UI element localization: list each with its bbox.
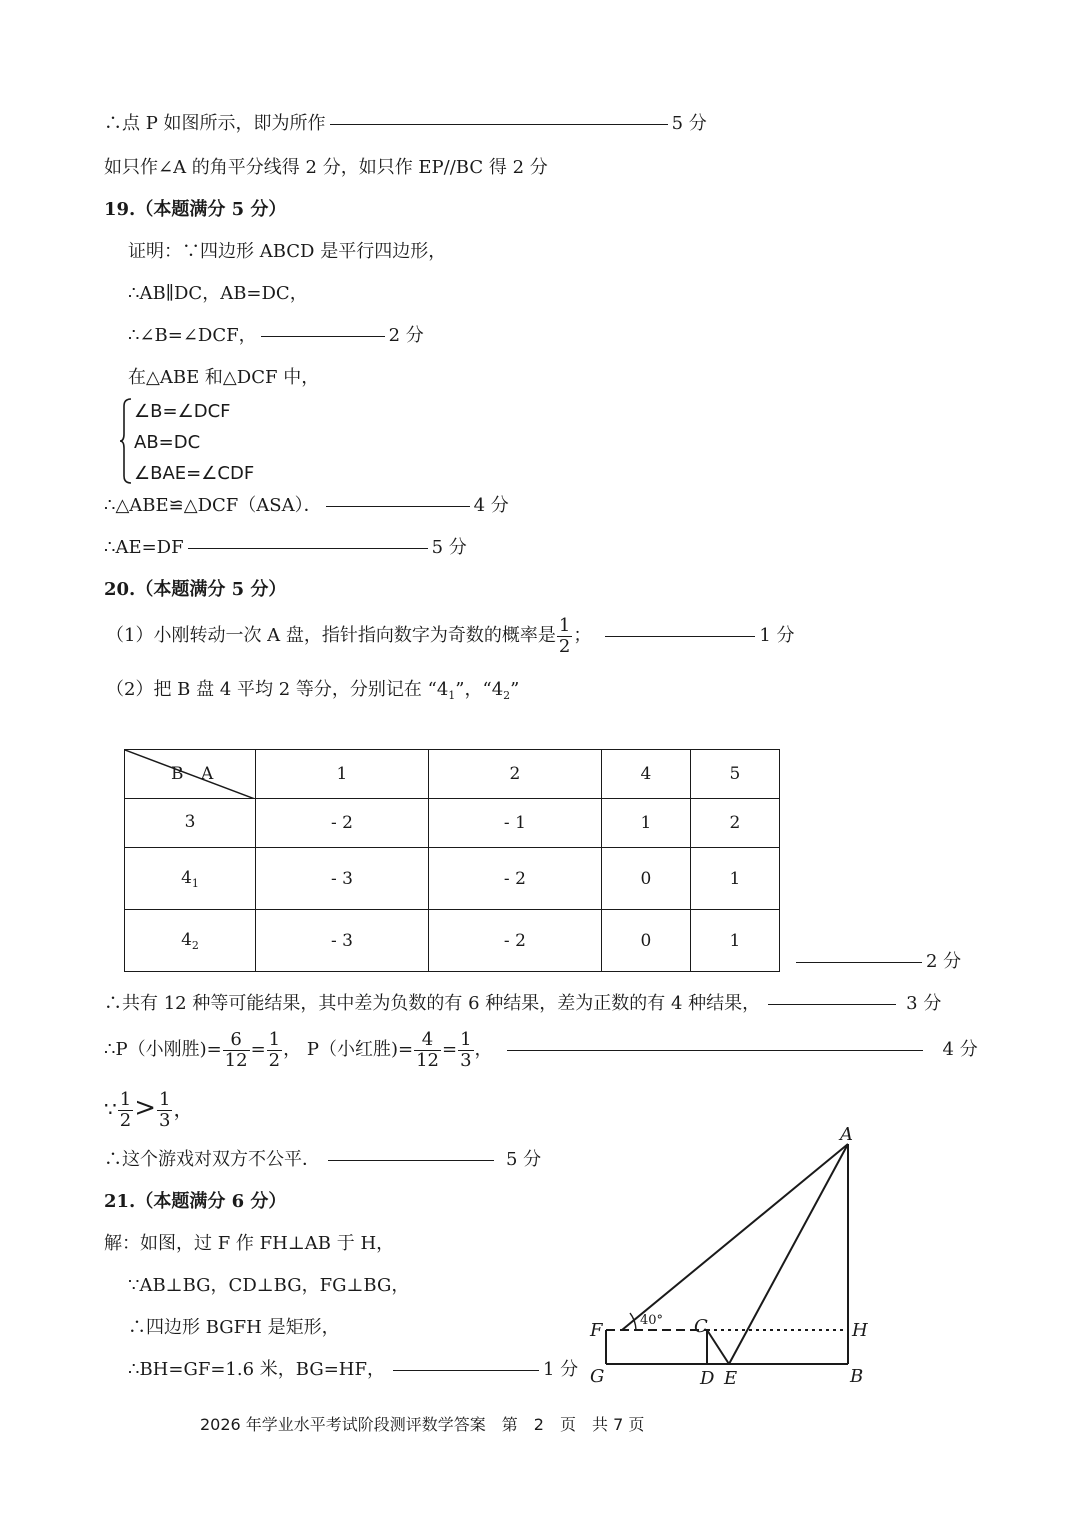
fraction: $\frac{4}{12}$ xyxy=(416,1028,439,1071)
corner-label-b: B xyxy=(171,764,184,784)
q19-proof-line-3: ∴∠B=∠DCF， 2 分 xyxy=(128,325,424,346)
q19-proof-line-4: 在△ABE 和△DCF 中， xyxy=(128,367,320,388)
segment-ae xyxy=(729,1144,848,1364)
diagonal-line xyxy=(125,750,255,799)
point-label-c: C xyxy=(694,1316,708,1337)
point-label-h: H xyxy=(852,1320,868,1341)
point-label-d: D xyxy=(700,1368,715,1389)
table-cell: - 2 xyxy=(428,848,601,910)
q19-proof-line-2: ∴AB∥DC，AB=DC， xyxy=(128,283,308,304)
q20-count-line: ∴共有 12 种等可能结果，其中差为负数的有 6 种结果，差为正数的有 4 种结果， 3 分 xyxy=(104,993,942,1014)
table-cell: 0 xyxy=(601,848,690,910)
segment-ce xyxy=(707,1330,729,1364)
table-header-cell: 4 xyxy=(601,750,690,799)
point-label-g: G xyxy=(590,1366,605,1387)
row-label: 3 xyxy=(125,799,256,848)
table-cell: 0 xyxy=(601,910,690,972)
q20-conclusion-line: ∴这个游戏对双方不公平． 5 分 xyxy=(104,1149,542,1170)
point-label-e: E xyxy=(724,1368,738,1389)
page-footer: 2026 年学业水平考试阶段测评数学答案 第 2 页 共 7 页 xyxy=(200,1415,645,1434)
table-header-cell: 2 xyxy=(428,750,601,799)
score-leader-line xyxy=(507,1050,923,1051)
outcome-table xyxy=(124,749,780,972)
table-cell: - 3 xyxy=(256,910,429,972)
fraction: $\frac{1}{3}$ xyxy=(460,1028,472,1071)
point-label-f: F xyxy=(590,1320,603,1341)
brace-condition-1: ∠B=∠DCF xyxy=(134,401,231,422)
brace-condition-2: AB=DC xyxy=(134,432,201,453)
table-row xyxy=(125,910,780,972)
score-leader-line xyxy=(330,124,668,125)
score-leader-line xyxy=(328,1160,494,1161)
score-leader-line xyxy=(188,548,428,549)
table-corner-cell xyxy=(125,750,256,799)
score-leader-line xyxy=(261,336,385,337)
q21-solution-line-3: ∴四边形 BGFH 是矩形， xyxy=(128,1317,340,1338)
q21-solution-line-2: ∵AB⊥BG，CD⊥BG，FG⊥BG， xyxy=(128,1275,410,1296)
brace-condition-3: ∠BAE=∠CDF xyxy=(134,463,255,484)
q21-solution-line-4: ∴BH=GF=1.6 米，BG=HF， 1 分 xyxy=(128,1359,579,1380)
table-cell: - 3 xyxy=(256,848,429,910)
score-leader-line xyxy=(768,1004,896,1005)
table-header-row xyxy=(125,750,780,799)
q20-part-1: （1）小刚转动一次 A 盘，指针指向数字为奇数的概率是 $\frac{1}{2}$ ； 1 分 xyxy=(106,614,795,657)
point-label-a: A xyxy=(840,1124,853,1145)
q19-conclusion-line: ∴AE=DF 5 分 xyxy=(104,537,467,558)
q20-header: 20.（本题满分 5 分） xyxy=(104,579,287,600)
q20-part-2: （2）把 B 盘 4 平均 2 等分，分别记在 “$4_1$”，“$4_2$” xyxy=(106,679,520,702)
segment-af xyxy=(622,1144,848,1330)
row-label: $4_2$ xyxy=(125,910,256,972)
left-brace xyxy=(120,398,132,484)
q19-header: 19.（本题满分 5 分） xyxy=(104,199,287,220)
fraction: $\frac{6}{12}$ xyxy=(224,1028,248,1071)
row-label: $4_1$ xyxy=(125,848,256,910)
q20-comparison-line: ∵ $\frac{1}{2}$ > $\frac{1}{3}$ ， xyxy=(104,1089,194,1131)
fraction: $\frac{1}{2}$ xyxy=(119,1089,132,1131)
table-row xyxy=(125,848,780,910)
fraction: $\frac{1}{2}$ xyxy=(268,1028,281,1071)
table-cell: 1 xyxy=(690,910,779,972)
table-cell: 1 xyxy=(601,799,690,848)
table-cell: 1 xyxy=(690,848,779,910)
table-row xyxy=(125,799,780,848)
score-leader-line xyxy=(393,1370,539,1371)
corner-label-a: A xyxy=(201,764,214,784)
q21-solution-line-1: 解：如图，过 F 作 FH⊥AB 于 H， xyxy=(104,1233,395,1254)
table-cell: 2 xyxy=(690,799,779,848)
table-cell: - 2 xyxy=(256,799,429,848)
table-header-cell: 5 xyxy=(690,750,779,799)
q19-proof-line-1: 证明：∵四边形 ABCD 是平行四边形， xyxy=(128,241,447,262)
q19-congruence-line: ∴△ABE≌△DCF（ASA）． 4 分 xyxy=(104,495,509,516)
angle-label: 40° xyxy=(640,1313,664,1328)
fraction: $\frac{1}{2}$ xyxy=(558,614,571,657)
q18-conclusion-line: ∴点 P 如图所示，即为所作 5 分 xyxy=(104,113,707,134)
q20-probability-line: ∴P（小刚胜)= $\frac{6}{12}$ = $\frac{1}{2}$ ， P（小红胜)= $\frac{4}{12}$ = $\frac{1}{3}$ ， 4 分 xyxy=(104,1028,978,1071)
table-cell: - 1 xyxy=(428,799,601,848)
score-leader-line xyxy=(796,962,922,963)
score-leader-line xyxy=(326,506,470,507)
geometry-figure xyxy=(584,1120,884,1400)
q21-header: 21.（本题满分 6 分） xyxy=(104,1191,287,1212)
table-score-line: 2 分 xyxy=(796,950,961,974)
table-header-cell: 1 xyxy=(256,750,429,799)
score-leader-line xyxy=(605,636,755,637)
fraction: $\frac{1}{3}$ xyxy=(158,1089,171,1131)
point-label-b: B xyxy=(850,1366,864,1387)
table-cell: - 2 xyxy=(428,910,601,972)
q18-partial-credit-note: 如只作∠A 的角平分线得 2 分，如只作 EP//BC 得 2 分 xyxy=(104,157,548,178)
